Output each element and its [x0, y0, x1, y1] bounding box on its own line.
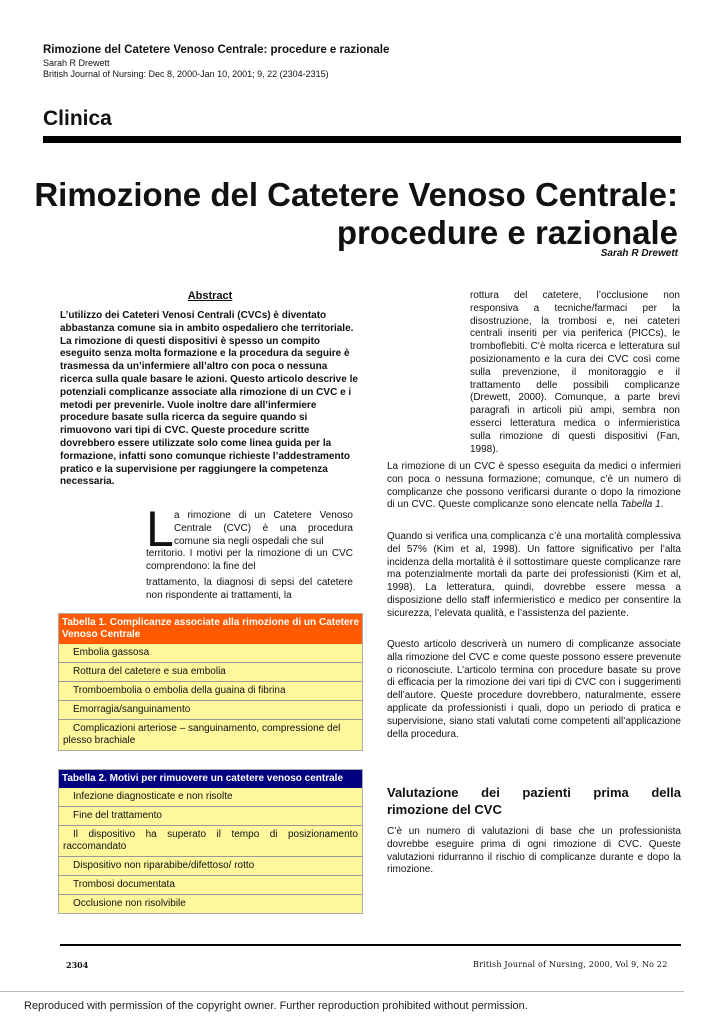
table-row: Infezione diagnosticate e non risolte	[59, 788, 362, 806]
table-complications	[58, 613, 363, 751]
permission-notice: Reproduced with permission of the copyright owner. Further reproduction prohibited without permission.	[24, 1000, 528, 1012]
table-caption: Tabella 2. Motivi per rimuovere un catetere venoso centrale	[59, 770, 362, 788]
table-row: Complicazioni arteriose – sanguinamento, compressione del plesso brachiale	[59, 719, 362, 750]
intro-paragraph-cont2: trattamento, la diagnosi di sepsi del catetere non rispondente ai trattamenti, la	[146, 577, 353, 601]
intro-paragraph-cont: territorio. I motivi per la rimozione di un CVC comprendono: la fine del	[146, 548, 353, 572]
header-title: Rimozione del Catetere Venoso Centrale: procedure e razionale	[43, 44, 390, 56]
section-label: Clinica	[43, 107, 112, 130]
table-row: Trombosi documentata	[59, 875, 362, 894]
table-row: Il dispositivo ha superato il tempo di posizionamento raccomandato	[59, 825, 362, 856]
table-row: Rottura del catetere e sua embolia	[59, 662, 362, 681]
body-paragraph: Quando si verifica una complicanza c’è una mortalità complessiva del 57% (Kim et al, 1998). Un fattore significativo per l’alta incidenza della mortalità è il sottostimare queste complicanze rare ma potenzialmente mortali da parte dei professionisti (Kim et al, 1998). La letteratura, quindi, dovrebbe essere messa a disposizione dello staff infermieristico e medico per consentire la sicurezza, l’elevata qualità, e l’assistenza del paziente.	[387, 531, 681, 619]
table-row: Occlusione non risolvibile	[59, 894, 362, 913]
header-citation: British Journal of Nursing: Dec 8, 2000-Jan 10, 2001; 9, 22 (2304-2315)	[43, 69, 329, 79]
article-title-line2: procedure e razionale	[336, 214, 678, 251]
table-removal-reasons	[58, 769, 363, 914]
article-title-line1: Rimozione del Catetere Venoso Centrale:	[34, 176, 678, 213]
table-row: Tromboembolia o embolia della guaina di fibrina	[59, 681, 362, 700]
journal-footer: British Journal of Nursing, 2000, Vol 9, No 22	[473, 960, 668, 969]
article-byline: Sarah R Drewett	[600, 248, 678, 259]
abstract-heading: Abstract	[187, 290, 233, 302]
body-paragraph: C’è un numero di valutazioni di base che un professionista dovrebbe eseguire prima di ogni rimozione di CVC. Queste valutazioni ridurranno il rischio di complicanze durante e dopo la rimozione.	[387, 826, 681, 876]
body-paragraph: Questo articolo descriverà un numero di complicanze associate alla rimozione del CVC e come queste possono essere prevenute o riconosciute. L’articolo termina con procedure basate su prove di efficacia per la rimozione dei vari tipi di CVC con i suggerimenti dell’autore. Queste procedure dovrebbero, naturalmente, essere applicate da professionisti i quali, dopo un periodo di pratica e supervisione, siano stati valutati come competenti all’applicazione della procedura.	[387, 639, 681, 740]
page-number: 2304	[66, 960, 89, 970]
header-author: Sarah R Drewett	[43, 58, 110, 68]
table-row: Fine del trattamento	[59, 806, 362, 825]
drop-cap: L	[146, 501, 174, 557]
table-row: Dispositivo non riparabibe/difettoso/ rotto	[59, 856, 362, 875]
table-caption: Tabella 1. Complicanze associate alla rimozione di un Catetere Venoso Centrale	[59, 614, 362, 644]
table-row: Embolia gassosa	[59, 644, 362, 662]
permission-rule	[0, 991, 684, 992]
intro-paragraph-start: a rimozione di un Catetere Venoso Centrale (CVC) è una procedura comune sia negli ospedali che sul	[174, 510, 353, 547]
subheading: Valutazione dei pazienti prima della rimozione del CVC	[387, 785, 681, 817]
abstract-text: L’utilizzo dei Cateteri Venosi Centrali (CVCs) è diventato abbastanza comune sia in ambito ospedaliero che territoriale. La rimozione di questi dispositivi è spesso un compito eseguito senza molta formazione e la procedura da seguire è trasmessa da un’infermiere all’altro con poca o nessuna ricerca sulla quale basare le azioni. Questo articolo descrive le potenziali complicanze associate alla rimozione di un CVC e i metodi per prevenirle. Vuole inoltre dare all’infermiere procedure basate sulla ricerca da seguire quando si rimuovono vari tipi di CVC. Queste procedure scritte dovrebbero essere utilizzate solo come linea guida per la formazione, infatti sono comunque richieste l’addestramento pratico e la supervisione per raggiungere la competenza necessaria.	[60, 310, 358, 488]
table-row: Emorragia/sanguinamento	[59, 700, 362, 719]
section-rule	[43, 136, 681, 143]
footer-rule	[60, 944, 681, 946]
body-paragraph: rottura del catetere, l’occlusione non responsiva a tecniche/farmaci per la disostruzione, la trombosi e, nei cateteri centrali inseriti per via periferica (PICCs), le tromboflebiti. C’è molta ricerca e letteratura sul posizionamento e la cura dei CVC così come sulla prevenzione, il monitoraggio e il trattamento delle possibili complicanze (Drewett, 2000). Comunque, a parte brevi paragrafi in articoli più ampi, sembra non esserci letteratura medica o infermieristica sulla rimozione di questi dispositivi (Fan, 1998).	[470, 290, 680, 455]
body-paragraph: La rimozione di un CVC è spesso eseguita da medici o infermieri con poca o nessuna formazione; comunque, c’è un numero di complicanze che possono verificarsi durante o dopo la rimozione di un CVC. Queste complicanze sono elencate nella Tabella 1.	[387, 461, 681, 511]
